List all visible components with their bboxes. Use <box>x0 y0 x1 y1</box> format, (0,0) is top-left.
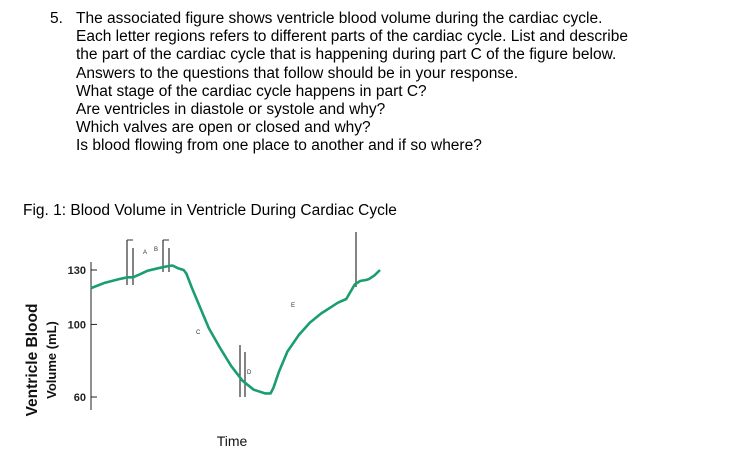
region-label-e: E <box>291 303 296 309</box>
figure-caption: Fig. 1: Blood Volume in Ventricle During Cardiac Cycle <box>23 202 397 219</box>
question-line: Each letter regions refers to different parts of the cardiac cycle. List and describe <box>76 28 628 46</box>
question-line: Which valves are open or closed and why? <box>76 119 371 137</box>
region-label-a: A <box>143 250 148 256</box>
x-axis-label: Time <box>216 433 248 449</box>
question-line: The associated figure shows ventricle blood volume during the cardiac cycle. <box>76 10 603 27</box>
region-label-b: B <box>154 247 159 253</box>
y-tick-label: 130 <box>67 265 86 277</box>
question-line: the part of the cardiac cycle that is happening during part C of the figure below. <box>76 46 617 64</box>
question-line: Is blood flowing from one place to another and if so where? <box>76 137 482 155</box>
y-tick-label: 60 <box>73 392 86 404</box>
volume-curve-line <box>91 266 380 394</box>
region-label-c: C <box>196 330 201 336</box>
region-label-d: D <box>247 370 252 376</box>
y-axis-label-line2: Volume (mL) <box>44 321 59 399</box>
question-line: Are ventricles in diastole or systole and why? <box>76 100 386 118</box>
question-line: Answers to the questions that follow should be in your response. <box>76 64 519 82</box>
y-axis-label-line1: Ventricle Blood <box>24 303 41 417</box>
question-number: 5. <box>50 10 63 27</box>
question-line: What stage of the cardiac cycle happens in part C? <box>76 82 427 100</box>
y-ticks <box>68 265 97 404</box>
y-tick-label: 100 <box>67 319 86 332</box>
